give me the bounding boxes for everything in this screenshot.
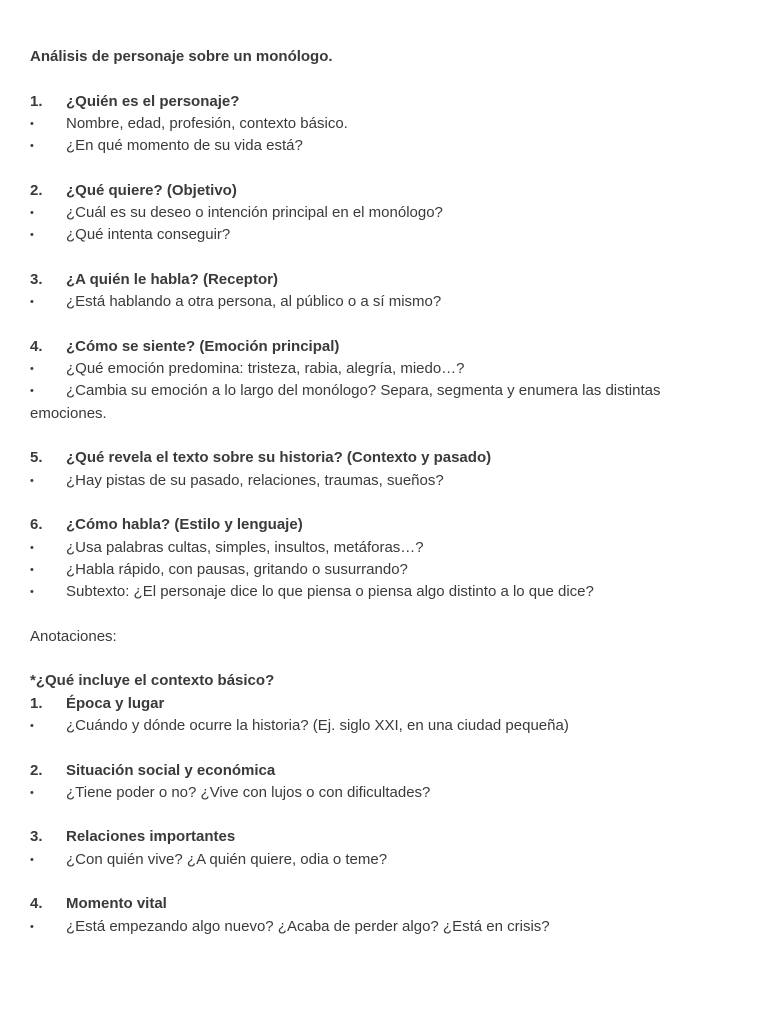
- context-number: 2.: [30, 761, 43, 779]
- bullet-text: ¿Usa palabras cultas, simples, insultos, metáforas…?: [66, 538, 424, 556]
- section-number: 4.: [30, 337, 43, 355]
- section-title: ¿Quién es el personaje?: [66, 92, 240, 110]
- bullet-item: [30, 202, 730, 224]
- bullet-item: [30, 849, 730, 871]
- section-number: 2.: [30, 181, 43, 199]
- bullet-text: Subtexto: ¿El personaje dice lo que piensa o piensa algo distinto a lo que dice?: [66, 583, 594, 601]
- bullet-text: Nombre, edad, profesión, contexto básico.: [66, 114, 348, 132]
- bullet-text: ¿Con quién vive? ¿A quién quiere, odia o teme?: [66, 850, 388, 868]
- section-title: ¿Qué quiere? (Objetivo): [66, 181, 237, 199]
- bullet-icon: •: [30, 920, 34, 933]
- spacer: [30, 648, 730, 670]
- bullet-icon: •: [30, 541, 34, 554]
- spacer: [30, 425, 730, 447]
- section-number: 1.: [30, 92, 43, 110]
- bullet-item: [30, 537, 730, 559]
- context-heading: [30, 693, 730, 715]
- bullet-item: [30, 581, 730, 603]
- bullet-icon: •: [30, 474, 34, 487]
- spacer: [30, 247, 730, 269]
- bullet-item-wrapped: [30, 380, 730, 425]
- spacer: [30, 871, 730, 893]
- bullet-text: ¿Qué intenta conseguir?: [66, 226, 231, 244]
- section-title: ¿Cómo habla? (Estilo y lenguaje): [66, 516, 303, 534]
- bullet-icon: •: [30, 786, 34, 799]
- bullet-item: [30, 916, 730, 938]
- bullet-text: ¿Cambia su emoción a lo largo del monólogo? Separa, segmenta y enumera las distintas emociones.: [30, 382, 661, 422]
- bullet-item: [30, 715, 730, 737]
- bullet-item: [30, 291, 730, 313]
- context-number: 4.: [30, 895, 43, 913]
- bullet-item: [30, 113, 730, 135]
- section-heading: [30, 447, 730, 469]
- spacer: [30, 68, 730, 90]
- context-number: 1.: [30, 694, 43, 712]
- bullet-text: ¿Está empezando algo nuevo? ¿Acaba de perder algo? ¿Está en crisis?: [66, 917, 550, 935]
- bullet-item: [30, 782, 730, 804]
- bullet-icon: •: [30, 853, 34, 866]
- document-title: Análisis de personaje sobre un monólogo.: [30, 48, 333, 65]
- bullet-item: [30, 135, 730, 157]
- context-title: Situación social y económica: [66, 761, 276, 779]
- context-title: Momento vital: [66, 895, 167, 913]
- context-heading: [30, 760, 730, 782]
- section-heading: [30, 180, 730, 202]
- bullet-icon: •: [30, 207, 34, 220]
- annotations-label: Anotaciones:: [30, 627, 117, 645]
- bullet-icon: •: [30, 563, 34, 576]
- context-question: *¿Qué incluye el contexto básico?: [30, 672, 275, 690]
- bullet-text: ¿Tiene poder o no? ¿Vive con lujos o con dificultades?: [66, 783, 431, 801]
- bullet-item: [30, 559, 730, 581]
- bullet-icon: •: [30, 385, 34, 398]
- bullet-text: ¿Cuál es su deseo o intención principal en el monólogo?: [66, 204, 443, 222]
- section-title: ¿A quién le habla? (Receptor): [66, 270, 278, 288]
- bullet-icon: •: [30, 586, 34, 599]
- context-heading: [30, 826, 730, 848]
- context-title: Época y lugar: [66, 694, 165, 712]
- section-heading: [30, 91, 730, 113]
- spacer: [30, 157, 730, 179]
- bullet-text: ¿En qué momento de su vida está?: [66, 137, 303, 155]
- bullet-text: ¿Habla rápido, con pausas, gritando o susurrando?: [66, 560, 408, 578]
- spacer: [30, 603, 730, 625]
- section-title: ¿Cómo se siente? (Emoción principal): [66, 337, 340, 355]
- bullet-text: ¿Está hablando a otra persona, al público o a sí mismo?: [66, 293, 442, 311]
- bullet-icon: •: [30, 719, 34, 732]
- document-body: [30, 46, 730, 938]
- bullet-icon: •: [30, 363, 34, 376]
- spacer: [30, 804, 730, 826]
- section-heading: [30, 336, 730, 358]
- bullet-icon: •: [30, 117, 34, 130]
- section-number: 6.: [30, 516, 43, 534]
- section-title: ¿Qué revela el texto sobre su historia? (Contexto y pasado): [66, 449, 492, 467]
- context-title: Relaciones importantes: [66, 828, 236, 846]
- section-number: 5.: [30, 449, 43, 467]
- bullet-text: ¿Cuándo y dónde ocurre la historia? (Ej. siglo XXI, en una ciudad pequeña): [66, 716, 569, 734]
- bullet-icon: •: [30, 229, 34, 242]
- bullet-item: [30, 470, 730, 492]
- spacer: [30, 737, 730, 759]
- context-heading: [30, 893, 730, 915]
- bullet-text: ¿Qué emoción predomina: tristeza, rabia, alegría, miedo…?: [66, 360, 465, 378]
- bullet-icon: •: [30, 140, 34, 153]
- bullet-text: ¿Hay pistas de su pasado, relaciones, traumas, sueños?: [66, 471, 444, 489]
- bullet-item: [30, 358, 730, 380]
- context-number: 3.: [30, 828, 43, 846]
- section-heading: [30, 514, 730, 536]
- bullet-item: [30, 224, 730, 246]
- bullet-icon: •: [30, 296, 34, 309]
- section-number: 3.: [30, 270, 43, 288]
- spacer: [30, 492, 730, 514]
- spacer: [30, 314, 730, 336]
- section-heading: [30, 269, 730, 291]
